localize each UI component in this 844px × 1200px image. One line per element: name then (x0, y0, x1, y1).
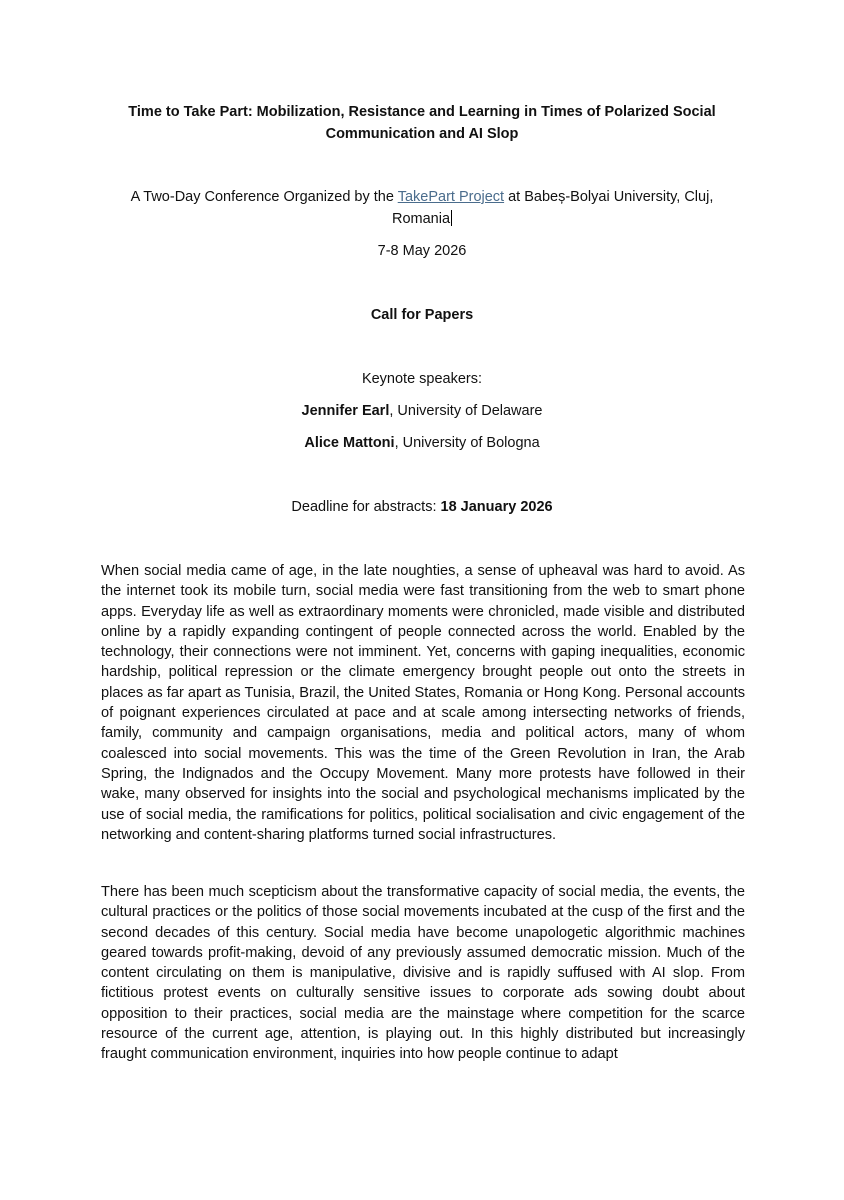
deadline-date: 18 January 2026 (440, 499, 553, 515)
speaker-name: Jennifer Earl (301, 403, 390, 419)
speaker-name: Alice Mattoni (304, 435, 395, 451)
text-cursor (451, 210, 452, 226)
organizer-suffix: at Babeș-Bolyai University, Cluj, (504, 189, 714, 205)
body-paragraph: When social media came of age, in the late noughties, a sense of upheaval was hard to avoid. As the internet took its mobile turn, social media were fast transitioning from the web to smart phone apps. Everyday life as well as extraordinary moments were chronicled, made visible and distributed online by a rapidly expanding contingent of people connected across the world. Enabled by the technology, their connections were not imminent. Yet, concerns with gaping inequalities, economic hardship, political repression or the climate emergency brought people out onto the streets in places as far apart as Tunisia, Brazil, the United States, Romania or Hong Kong. Personal accounts of poignant experiences circulated at pace and at scale among intersecting networks of friends, family, community and campaign organisations, media and political actors, many of whom coalesced into social movements. This was the time of the Green Revolution in Iran, the Arab Spring, the Indignados and the Occupy Movement. Many more protests have followed in their wake, many observed for insights into the social and psychological mechanisms implicated by the use of social media, the ramifications for politics, political socialisation and civic engagement of the networking and content-sharing platforms turned social infrastructures. (101, 563, 745, 843)
title-line-2: Communication and AI Slop (325, 126, 519, 142)
speaker-affiliation: , University of Delaware (389, 403, 543, 419)
organizer-prefix: A Two-Day Conference Organized by the (130, 189, 398, 205)
call-for-papers-heading: Call for Papers (370, 307, 474, 323)
conference-dates: 7-8 May 2026 (377, 243, 467, 259)
abstract-deadline (80, 496, 764, 518)
deadline-label: Deadline for abstracts: (291, 499, 441, 515)
keynote-speaker (80, 400, 764, 422)
keynote-heading: Keynote speakers: (361, 371, 483, 387)
organizer-statement (80, 186, 764, 230)
body-paragraph: There has been much scepticism about the transformative capacity of social media, the events, the cultural practices or the politics of those social movements incubated at the cusp of the first and the second decades of this century. Social media have become unapologetic algorithmic machines geared towards profit-making, devoid of any previously assumed democratic mission. Much of the content circulating on them is manipulative, divisive and is rapidly suffused with AI slop. From fictitious protest events on culturally sensitive issues to corporate ads sowing doubt about opposition to their practices, social media are the mainstage where competition for the scarce resource of the current age, attention, is playing out. In this highly distributed but increasingly fraught communication environment, inquiries into how people continue to adapt (101, 884, 745, 1063)
organizer-line-2: Romania (391, 211, 451, 227)
speaker-affiliation: , University of Bologna (394, 435, 540, 451)
takepart-project-link[interactable]: TakePart Project (397, 189, 505, 205)
title-line-1: Time to Take Part: Mobilization, Resistance and Learning in Times of Polarized Social (128, 104, 716, 120)
page-title (80, 101, 764, 145)
keynote-speaker (80, 432, 764, 454)
